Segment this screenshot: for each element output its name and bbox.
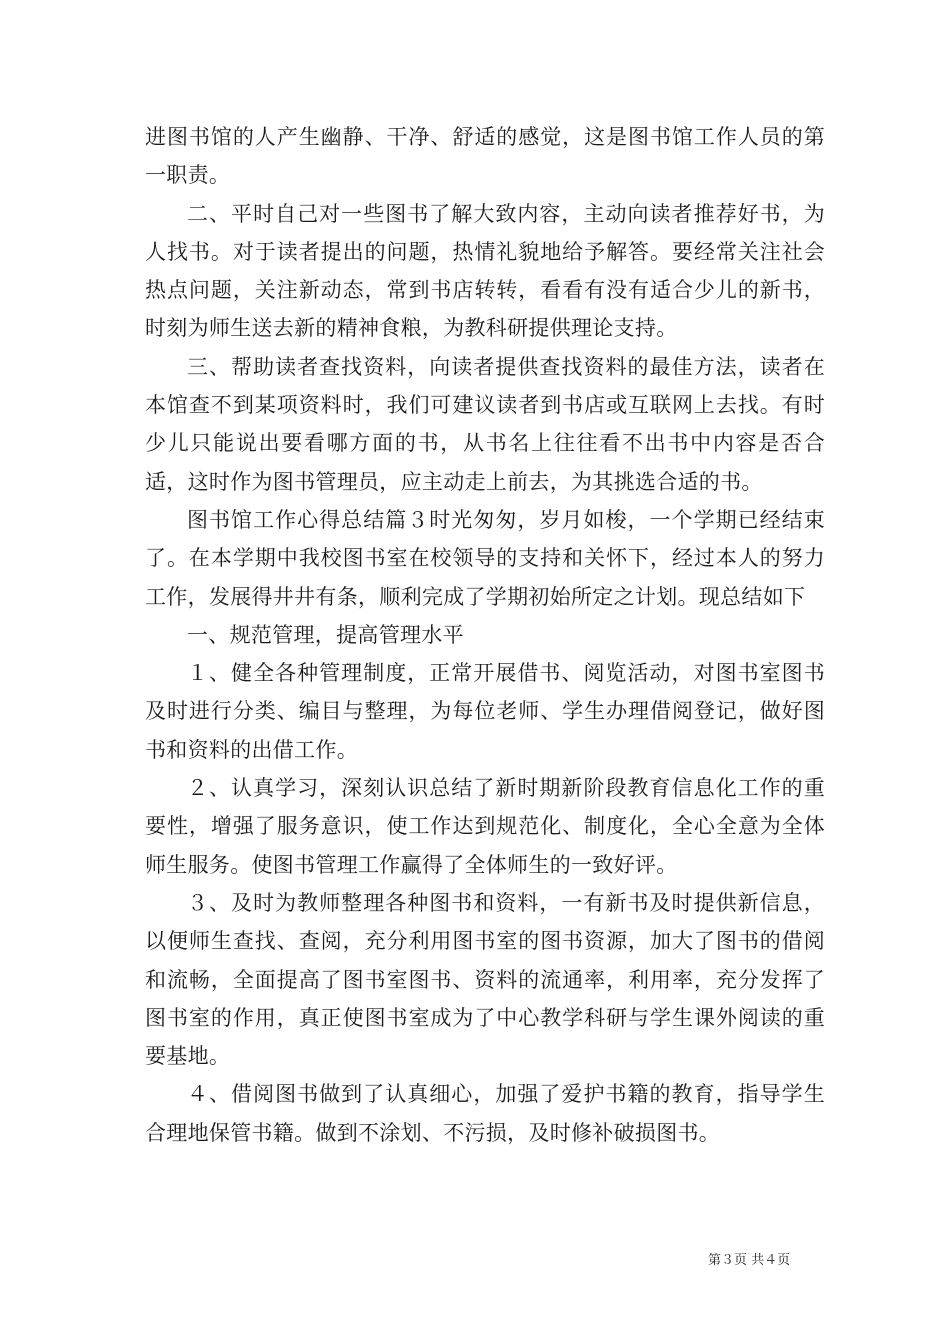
paragraph-item-4: ４、借阅图书做到了认真细心，加强了爱护书籍的教育，指导学生合理地保管书籍。做到不涂划、不污损，及时修补破损图书。 [145,1082,825,1145]
paragraph-1: 进图书馆的人产生幽静、干净、舒适的感觉，这是图书馆工作人员的第一职责。 [145,125,825,188]
page-number-footer: 第３页 共４页 [708,1253,791,1268]
paragraph-item-3: ３、及时为教师整理各种图书和资料，一有新书及时提供新信息，以便师生查找、查阅，充分利用图书室的图书资源，加大了图书的借阅和流畅，全面提高了图书室图书、资料的流通率，利用率，充分发挥了图书室的作用，真正使图书室成为了中心教学科研与学生课外阅读的重要基地。 [145,890,825,1069]
paragraph-4: 图书馆工作心得总结篇３时光匆匆，岁月如梭，一个学期已经结束了。在本学期中我校图书室在校领导的支持和关怀下，经过本人的努力工作，发展得井井有条，顺利完成了学期初始所定之计划。现总结如下 [145,507,825,609]
paragraph-3: 三、帮助读者查找资料，向读者提供查找资料的最佳方法，读者在本馆查不到某项资料时，我们可建议读者到书店或互联网上去找。有时少儿只能说出要看哪方面的书，从书名上往往看不出书中内容是否合适，这时作为图书管理员，应主动走上前去，为其挑选合适的书。 [145,354,825,494]
paragraph-2: 二、平时自己对一些图书了解大致内容，主动向读者推荐好书，为人找书。对于读者提出的问题，热情礼貌地给予解答。要经常关注社会热点问题，关注新动态，常到书店转转，看看有没有适合少儿的新书，时刻为师生送去新的精神食粮，为教科研提供理论支持。 [145,201,825,341]
paragraph-item-2: ２、认真学习，深刻认识总结了新时期新阶段教育信息化工作的重要性，增强了服务意识，使工作达到规范化、制度化，全心全意为全体师生服务。使图书管理工作赢得了全体师生的一致好评。 [145,776,825,877]
document-body [145,118,825,1152]
paragraph-item-1: １、健全各种管理制度，正常开展借书、阅览活动，对图书室图书及时进行分类、编目与整理，为每位老师、学生办理借阅登记，做好图书和资料的出借工作。 [145,661,825,762]
section-heading: 一、规范管理，提高管理水平 [187,622,464,647]
